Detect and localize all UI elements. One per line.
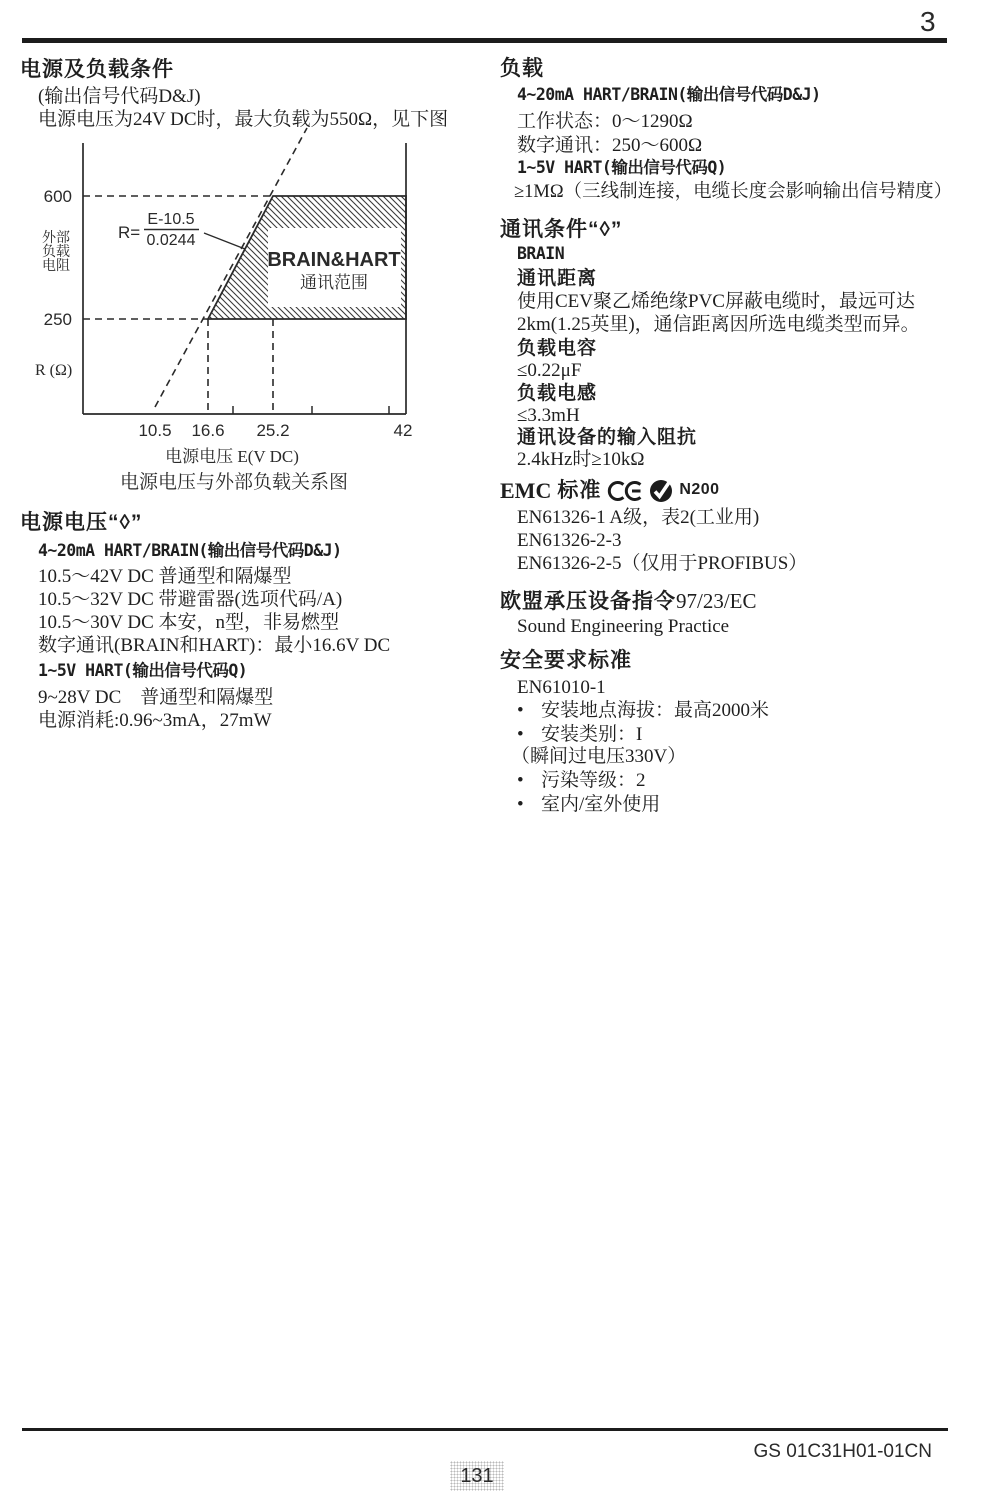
load-item2: 数字通讯：250～600Ω — [517, 135, 703, 156]
svg-text:10.5: 10.5 — [138, 421, 172, 440]
svg-text:16.6: 16.6 — [191, 421, 225, 440]
power-load-line1: (输出信号代码D&J) — [38, 86, 201, 107]
supply-voltage-item4: 数字通讯(BRAIN和HART)：最小16.6V DC — [38, 635, 391, 656]
safety-bullet-2: • 安装类别：I — [517, 724, 643, 745]
ped-heading-zh: 欧盟承压设备指令 — [500, 590, 676, 613]
load-inductance-value: ≤3.3mH — [517, 405, 580, 426]
heading-power-load-conditions: 电源及负载条件 — [20, 58, 174, 81]
bullet-icon: • — [517, 794, 524, 815]
svg-text:外部: 外部 — [42, 231, 70, 246]
load-capacitance-title: 负载电容 — [517, 338, 598, 359]
ped-heading-code: 97/23/EC — [676, 589, 757, 613]
formula-numerator: E-10.5 — [147, 211, 195, 228]
footer-doc-number: GS 01C31H01-01CN — [753, 1441, 932, 1462]
emc-item-2: EN61326-2-3 — [517, 530, 622, 551]
formula-prefix: R= — [118, 223, 141, 242]
supply-voltage-item1: 10.5～42V DC 普通型和隔爆型 — [38, 566, 292, 587]
x-axis-minor-ticks — [233, 406, 389, 414]
header-rule — [22, 38, 947, 43]
supply-voltage-mono2: 1~5V HART(输出信号代码Q) — [38, 661, 248, 680]
svg-text:电阻: 电阻 — [42, 259, 70, 274]
load-inductance-title: 负载电感 — [517, 383, 598, 404]
load-mono2: 1~5V HART(输出信号代码Q) — [517, 158, 727, 177]
supply-voltage-item6: 电源消耗:0.96~3mA，27mW — [38, 710, 272, 731]
y-axis-label — [35, 230, 72, 379]
c-tick-mark-icon — [649, 479, 673, 503]
formula-denominator: 0.0244 — [146, 232, 196, 249]
region-label-brain-hart: BRAIN&HART — [267, 249, 401, 271]
comm-distance-line2: 2km(1.25英里)，通信距离因所选电缆类型而异。 — [517, 314, 920, 335]
safety-bullet-3: • 污染等级：2 — [517, 770, 646, 791]
x-axis-label: 电源电压 E(V DC) — [165, 447, 299, 466]
input-impedance-value: 2.4kHz时≥10kΩ — [517, 449, 645, 470]
supply-voltage-item3: 10.5～30V DC 本安，n型，非易燃型 — [38, 612, 340, 633]
y-axis-unit: R (Ω) — [35, 362, 73, 379]
formula-leader-line — [204, 233, 245, 249]
comm-distance-line1: 使用CEV聚乙烯绝缘PVC屏蔽电缆时，最远可达 — [517, 291, 915, 312]
supply-voltage-item5: 9~28V DC 普通型和隔爆型 — [38, 687, 274, 708]
svg-text:25.2: 25.2 — [256, 421, 290, 440]
ytick-600: 600 — [43, 187, 72, 206]
heading-comm-conditions: 通讯条件“◊” — [500, 218, 623, 241]
supply-voltage-load-chart — [30, 125, 465, 500]
svg-text:42: 42 — [393, 421, 413, 440]
emc-item-3: EN61326-2-5（仅用于PROFIBUS） — [517, 553, 808, 574]
load-item3: ≥1MΩ（三线制连接，电缆长度会影响输出信号精度） — [514, 182, 953, 202]
emc-heading-code: EMC — [500, 478, 552, 503]
heading-load: 负载 — [500, 57, 544, 80]
emc-item-1: EN61326-1 A级，表2(工业用) — [517, 507, 760, 528]
bullet-icon: • — [517, 700, 524, 721]
heading-ped-directive — [500, 589, 757, 614]
emc-n200-label: N200 — [679, 481, 720, 499]
ytick-250: 250 — [43, 310, 72, 329]
footer-page-number: 131 — [450, 1461, 504, 1491]
safety-bullet-1: • 安装地点海拔：最高2000米 — [517, 700, 770, 721]
svg-text:负载: 负载 — [42, 245, 70, 260]
x-tick-labels — [138, 421, 412, 440]
input-impedance-title: 通讯设备的输入阻抗 — [517, 427, 698, 448]
ce-mark-icon — [607, 480, 643, 502]
emc-heading-zh: 标准 — [557, 478, 602, 502]
comm-distance-title: 通讯距离 — [517, 268, 598, 289]
supply-voltage-mono1: 4~20mA HART/BRAIN(输出信号代码D&J) — [38, 541, 342, 560]
safety-note: （瞬间过电压330V） — [511, 746, 687, 767]
chart-caption: 电源电压与外部负载关系图 — [119, 472, 349, 493]
region-label-comm-range: 通讯范围 — [300, 273, 368, 292]
ped-item: Sound Engineering Practice — [517, 616, 730, 637]
load-item1: 工作状态：0～1290Ω — [517, 111, 693, 132]
footer-rule — [22, 1428, 948, 1431]
load-capacitance-value: ≤0.22μF — [517, 360, 582, 381]
comm-mono-brain: BRAIN — [517, 244, 565, 263]
heading-supply-voltage: 电源电压“◊” — [20, 511, 143, 534]
power-load-line2: 电源电压为24V DC时，最大负载为550Ω，见下图 — [38, 109, 449, 130]
bullet-icon: • — [517, 724, 524, 745]
supply-voltage-item2: 10.5～32V DC 带避雷器(选项代码/A) — [38, 589, 343, 610]
heading-safety-standards: 安全要求标准 — [500, 649, 632, 672]
page-number-top: 3 — [920, 6, 936, 37]
safety-bullet-4: • 室内/室外使用 — [517, 794, 661, 815]
bullet-icon: • — [517, 770, 524, 791]
heading-emc — [500, 478, 720, 503]
load-mono1: 4~20mA HART/BRAIN(输出信号代码D&J) — [517, 85, 821, 104]
safety-item0: EN61010-1 — [517, 677, 606, 698]
